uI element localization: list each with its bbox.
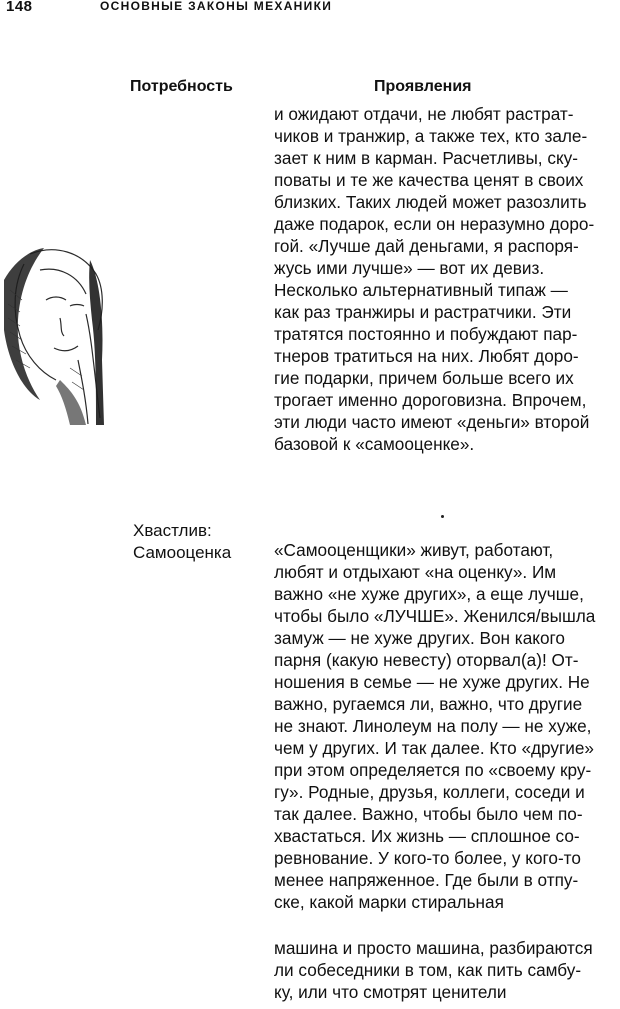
text-line: поваты и те же качества ценят в своих (274, 170, 584, 190)
text-line: тратятся постоянно и побуждают пар- (274, 324, 578, 344)
text-line: близких. Таких людей может разозлить (274, 192, 587, 212)
need-label-boastful (133, 520, 231, 564)
text-line: чем у других. И так далее. Кто «другие» (274, 738, 594, 758)
text-line: ношения в семье — не хуже других. Не (274, 672, 590, 692)
manifestations-text-block-1 (274, 103, 620, 455)
text-line: Несколько альтернативный типаж — (274, 280, 568, 300)
need-label-line-1: Хвастлив: (133, 521, 212, 540)
text-line: эти люди часто имеют «деньги» второй (274, 412, 590, 432)
text-line: и ожидают отдачи, не любят растрат- (274, 104, 574, 124)
text-line: машина и просто машина, разбираются (274, 938, 593, 958)
text-line: замуж — не хуже других. Вон какого (274, 628, 565, 648)
column-header-need: Потребность (130, 78, 233, 95)
text-line: хвастаться. Их жизнь — сплошное со- (274, 826, 580, 846)
page-header (0, 0, 620, 22)
text-line: ли собеседники в том, как пить самбу- (274, 960, 582, 980)
need-label-line-2: Самооценка (133, 543, 232, 562)
text-line: чтобы было «ЛУЧШЕ». Женился/вышла (274, 606, 596, 626)
sketch-illustration (0, 240, 110, 430)
text-line: менее напряженное. Где были в отпу- (274, 870, 579, 890)
text-line: чиков и транжир, а также тех, кто зале- (274, 126, 588, 146)
text-line: трогает именно дороговизна. Впрочем, (274, 390, 587, 410)
text-line: при этом определяется по «своему кру- (274, 760, 592, 780)
manifestations-text-block-2 (274, 539, 620, 913)
text-line: ку, или что смотрят ценители (274, 982, 507, 1002)
page-number: 148 (6, 0, 33, 15)
text-line: важно «не хуже других», а еще лучше, (274, 584, 584, 604)
text-line: «Самооценщики» живут, работают, (274, 540, 554, 560)
text-line: не знают. Линолеум на полу — не хуже, (274, 716, 592, 736)
text-line: любят и отдыхают «на оценку». Им (274, 562, 557, 582)
text-line: даже подарок, если он неразумно доро- (274, 214, 595, 234)
running-title: ОСНОВНЫЕ ЗАКОНЫ МЕХАНИКИ (100, 0, 333, 13)
text-line: гу». Родные, друзья, коллеги, соседи и (274, 782, 585, 802)
text-line: базовой к «самооценке». (274, 434, 475, 454)
text-line: ревнование. У кого-то более, у кого-то (274, 848, 581, 868)
text-line: ске, какой марки стиральная (274, 892, 504, 912)
text-line: тнеров тратиться на них. Любят доро- (274, 346, 579, 366)
text-line: гие подарки, причем больше всего их (274, 368, 574, 388)
text-line: гой. «Лучше дай деньгами, я распоря- (274, 236, 579, 256)
text-line: зает к ним в карман. Расчетливы, ску- (274, 148, 578, 168)
text-line: как раз транжиры и растратчики. Эти (274, 302, 572, 322)
text-line: важно, ругаемся ли, важно, что другие (274, 694, 583, 714)
ink-dot (441, 515, 444, 518)
manifestations-text-block-3 (274, 937, 620, 1003)
text-line: жусь ими лучше» — вот их девиз. (274, 258, 545, 278)
text-line: так далее. Важно, чтобы было чем по- (274, 804, 583, 824)
column-header-manifestations: Проявления (374, 78, 472, 95)
text-line: парня (какую невесту) оторвал(а)! От- (274, 650, 579, 670)
